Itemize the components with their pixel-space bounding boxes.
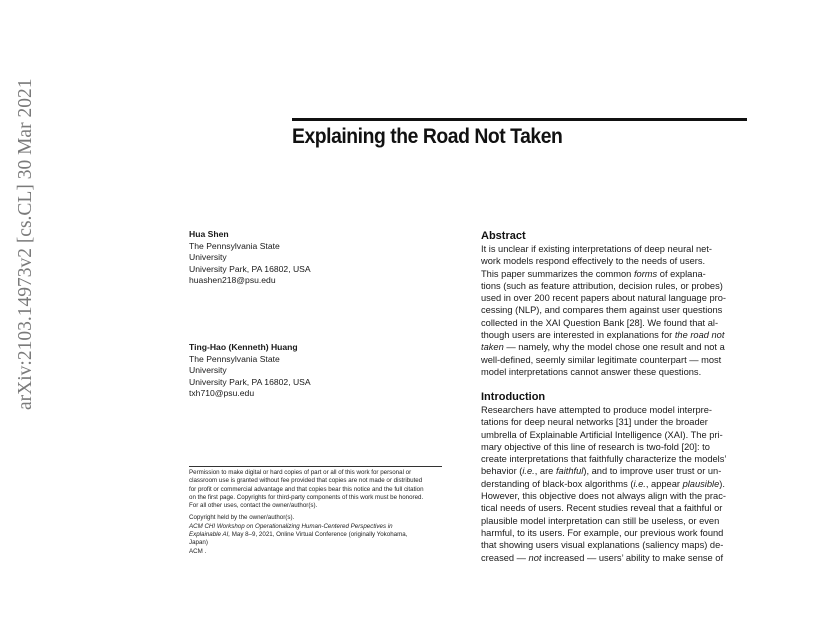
abstract-line: used in over 200 recent papers about natural language pro- xyxy=(481,293,726,304)
abstract-line: model interpretations cannot answer these questions. xyxy=(481,366,702,377)
author-email: txh710@psu.edu xyxy=(189,388,255,399)
abstract-heading: Abstract xyxy=(481,230,526,242)
copyright-line: Copyright held by the owner/author(s). xyxy=(189,514,295,522)
author-affiliation: The Pennsylvania State xyxy=(189,353,280,364)
author-block-1 xyxy=(189,229,311,287)
venue-line: ACM CHI Workshop on Operationalizing Human-Centered Perspectives in xyxy=(189,522,393,530)
acm-line: ACM . xyxy=(189,547,207,555)
abstract-line: collected in the XAI Question Bank [28]. We found that al- xyxy=(481,317,719,328)
author-address: University Park, PA 16802, USA xyxy=(189,376,311,387)
abstract-body xyxy=(481,243,743,378)
venue-line: Japan) xyxy=(189,539,208,547)
arxiv-identifier-stamp: arXiv:2103.14973v2 [cs.CL] 30 Mar 2021 xyxy=(15,78,36,410)
author-email: huashen218@psu.edu xyxy=(189,275,276,286)
permission-line: for profit or commercial advantage and that copies bear this notice and the full citation xyxy=(189,485,424,493)
permission-line: For all other uses, contact the owner/author(s). xyxy=(189,502,318,510)
introduction-line: creased — not increased — users’ ability to make sense of xyxy=(481,552,724,563)
introduction-line: tical needs of users. Recent studies reveal that a faithful or xyxy=(481,503,723,514)
introduction-heading: Introduction xyxy=(481,391,546,403)
footnote-rule xyxy=(189,466,442,467)
permission-notice xyxy=(189,469,447,556)
abstract-line: cessing (NLP), and compares them against user questions xyxy=(481,305,723,316)
author-affiliation: University xyxy=(189,252,227,263)
introduction-line: harmful, to its users. For example, our previous work found xyxy=(481,527,724,538)
permission-line: classroom use is granted without fee provided that copies are not made or distributed xyxy=(189,477,423,485)
title-rule xyxy=(292,118,747,121)
abstract-line: work models respond effectively to the needs of users. xyxy=(481,256,706,267)
introduction-line: mary objective of this line of research is two-fold [20]: to xyxy=(481,441,710,452)
abstract-line: well-defined, seemly similar legitimate counterpart — most xyxy=(481,354,722,365)
introduction-line: However, this objective does not always align with the prac- xyxy=(481,491,726,502)
introduction-line: umbrella of Explainable Artificial Intelligence (XAI). The pri- xyxy=(481,429,723,440)
abstract-section xyxy=(481,229,743,378)
author-block-2 xyxy=(189,342,311,400)
abstract-line: It is unclear if existing interpretations of deep neural net- xyxy=(481,244,713,254)
introduction-line: derstanding of black-box algorithms (i.e., appear plausible). xyxy=(481,478,725,489)
introduction-line: plausible model interpretation can still be useless, or even xyxy=(481,515,720,526)
author-affiliation: University xyxy=(189,365,227,376)
author-address: University Park, PA 16802, USA xyxy=(189,263,311,274)
permission-line: on the first page. Copyrights for third-party components of this work must be honored. xyxy=(189,493,424,501)
abstract-line: This paper summarizes the common forms of explana- xyxy=(481,268,706,279)
paper-title: Explaining the Road Not Taken xyxy=(292,124,563,148)
author-affiliation: The Pennsylvania State xyxy=(189,240,280,251)
introduction-section xyxy=(481,390,743,564)
author-name: Ting-Hao (Kenneth) Huang xyxy=(189,342,298,352)
abstract-line: though users are interested in explanations for the road not xyxy=(481,330,725,341)
introduction-body xyxy=(481,404,743,564)
author-name: Hua Shen xyxy=(189,229,229,239)
permission-line: Permission to make digital or hard copies of part or all of this work for personal or xyxy=(189,469,412,476)
venue-line: Explainable AI, May 8–9, 2021, Online Virtual Conference (originally Yokohama, xyxy=(189,531,408,539)
introduction-line: that showing users visual explanations (saliency maps) de- xyxy=(481,540,724,551)
introduction-line: Researchers have attempted to produce model interpre- xyxy=(481,405,712,415)
abstract-line: tions (such as feature attribution, decision rules, or probes) xyxy=(481,280,723,291)
introduction-line: create interpretations that faithfully characterize the models’ xyxy=(481,454,727,465)
introduction-line: tations for deep neural networks [31] under the broader xyxy=(481,417,708,428)
abstract-line: taken — namely, why the model chose one result and not a xyxy=(481,342,725,353)
introduction-line: behavior (i.e., are faithful), and to improve user trust or un- xyxy=(481,466,722,477)
